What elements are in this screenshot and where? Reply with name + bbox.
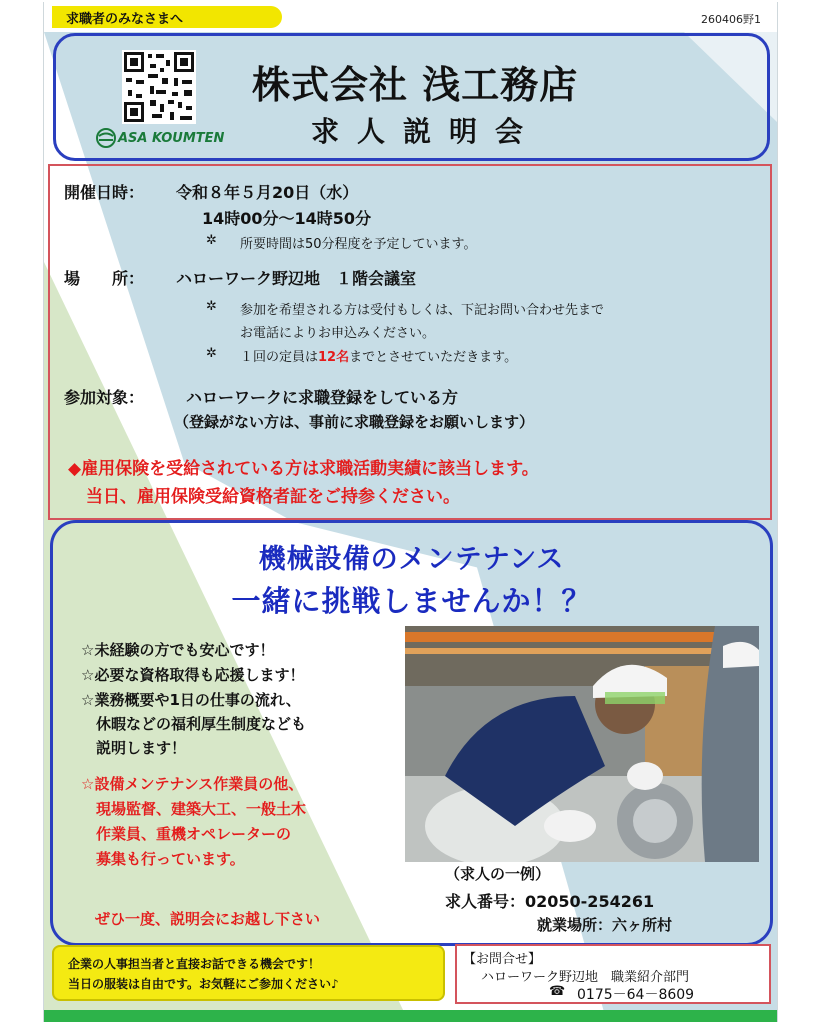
company-logo-text: ASA KOUMTEN [118, 131, 225, 146]
flyer [43, 2, 778, 1022]
place-value: ハローワーク野辺地 １階会議室 [176, 269, 417, 288]
feature-item: ☆未経験の方でも安心です！ [81, 641, 275, 659]
contact-organization: ハローワーク野辺地 職業紹介部門 [481, 970, 690, 985]
bottom-bar [44, 1010, 777, 1022]
apply-note-cont: お電話によりお申込みください。 [240, 326, 436, 341]
contact-phone[interactable]: 0175－64－8609 [577, 987, 695, 1003]
example-work-location: 就業場所：六ヶ所村 [537, 916, 673, 934]
target-value: ハローワークに求職登録をしている方 [186, 388, 459, 407]
job-promo-box [50, 520, 773, 946]
feature-item: 説明します！ [81, 739, 187, 757]
company-name: 株式会社 浅工務店 [252, 63, 579, 107]
recruit-item: ☆設備メンテナンス作業員の他、 [81, 775, 304, 793]
company-logo-icon [96, 128, 116, 148]
qr-code-icon [122, 50, 196, 124]
callout-line: 企業の人事担当者と直接お話できる機会です！ [68, 957, 321, 971]
feature-item: ☆必要な資格取得も応援します！ [81, 666, 305, 684]
example-job-number: 求人番号：02050-254261 [445, 892, 655, 911]
worker-photo [405, 626, 759, 862]
note-icon: ✲ [206, 346, 217, 361]
capacity-note: １回の定員は12名までとさせていただきます。 [240, 350, 518, 365]
date-label: 開催日時： [64, 183, 145, 202]
example-label: （求人の一例） [445, 865, 551, 883]
document-code: 260406野1 [701, 13, 761, 26]
note-icon: ✲ [206, 299, 217, 314]
event-title: 求人説明会 [311, 115, 542, 148]
capacity-number: 12名 [318, 350, 350, 365]
audience-label: 求職者のみなさまへ [66, 12, 184, 27]
header-box [53, 33, 770, 161]
time-value: 14時00分～14時50分 [202, 209, 372, 228]
bring-certificate-warning: 当日、雇用保険受給資格者証をご持参ください。 [86, 487, 460, 507]
callout-line: 当日の服装は自由です。お気軽にご参加ください♪ [68, 977, 339, 991]
feature-item: ☆業務概要や1日の仕事の流れ、 [81, 691, 301, 709]
note-icon: ✲ [206, 233, 217, 248]
event-details-box [48, 164, 772, 520]
top-bar [44, 2, 777, 28]
target-label: 参加対象： [64, 388, 145, 407]
apply-note: 参加を希望される方は受付もしくは、下記お問い合わせ先まで [240, 303, 605, 318]
target-note: （登録がない方は、事前に求職登録をお願いします） [174, 413, 535, 431]
unemployment-warning: ◆雇用保険を受給されている方は求職活動実績に該当します。 [68, 459, 539, 479]
duration-note: 所要時間は50分程度を予定しています。 [240, 237, 477, 252]
promo-headline: 機械設備のメンテナンス [258, 544, 565, 575]
recruit-item: 作業員、重機オペレーターの [81, 825, 292, 843]
recruit-item: 募集も行っています。 [81, 850, 245, 868]
contact-title: 【お問合せ】 [463, 952, 542, 967]
feature-item: 休暇などの福利厚生制度なども [81, 715, 307, 733]
phone-icon: ☎ [549, 984, 566, 999]
invite-text: ぜひ一度、説明会にお越し下さい [95, 910, 321, 928]
info-callout [52, 945, 445, 1001]
recruit-item: 現場監督、建築大工、一般土木 [81, 800, 307, 818]
place-label: 場 所： [64, 269, 145, 288]
date-value: 令和８年５月20日（水） [176, 183, 359, 202]
promo-headline-2: 一緒に挑戦しませんか！？ [231, 584, 592, 618]
contact-box [455, 944, 771, 1004]
